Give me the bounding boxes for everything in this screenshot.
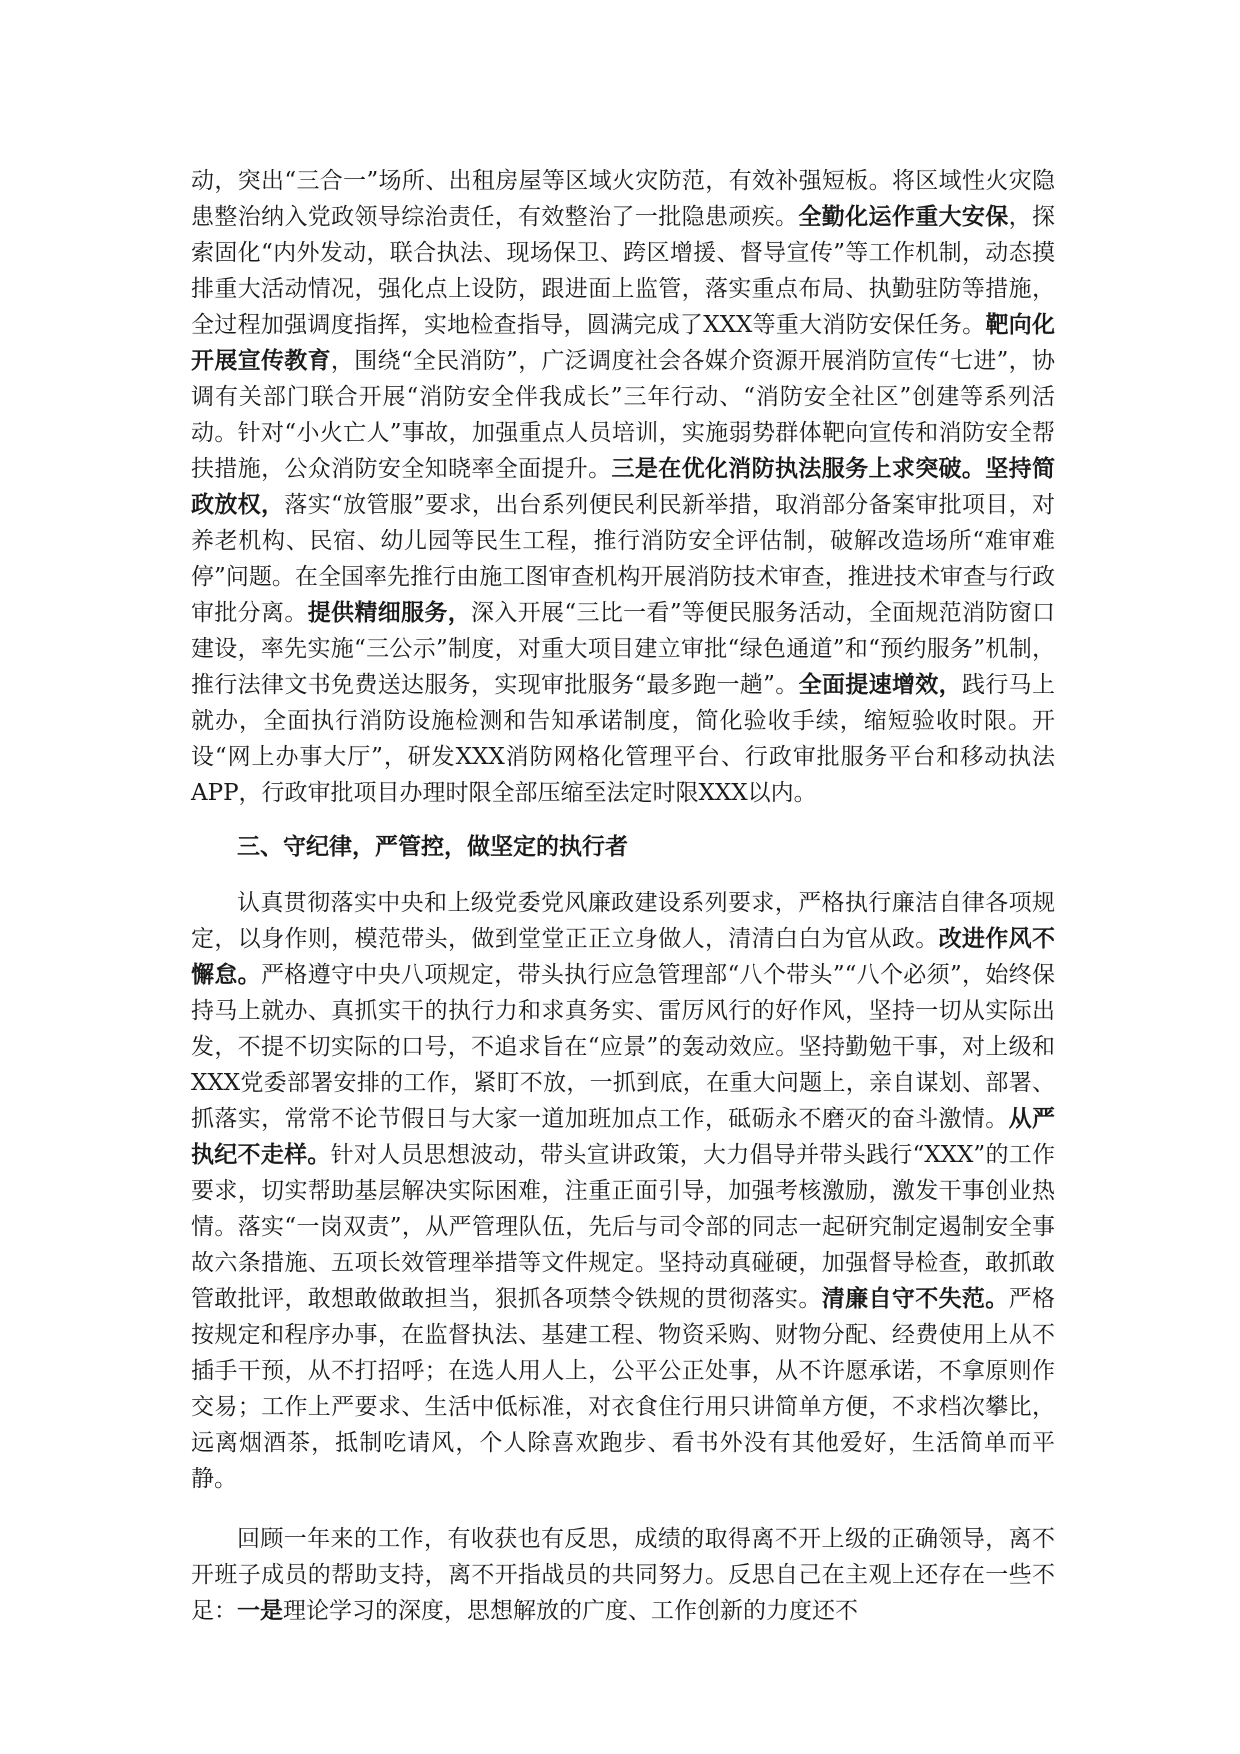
- paragraph-text: 理论学习的深度，思想解放的广度、工作创新的力度还不: [283, 1598, 858, 1624]
- section-heading: 三、守纪律，严管控，做坚定的执行者: [237, 833, 628, 860]
- paragraph-text: 严格遵守中央八项规定，带头执行应急管理部“八个带头”“八个必须”，始终保持马上就办、真抓实干的执行力和求真务实、雷厉风行的好作风，坚持一切从实际出发，不提不切实际的口号，不追求旨在“应景”的轰动效应。坚持勤勉干事，对上级和XXX党委部署安排的工作，紧盯不放，一抓到底，在重大问题上，亲自谋划、部署、抓落实，常常不论节假日与大家一道加班加点工作，砥砺永不磨灭的奋斗激情。: [191, 962, 1056, 1132]
- paragraph-text: 认真贯彻落实中央和上级党委党风廉政建设系列要求，严格执行廉洁自律各项规定，以身作则，模范带头，做到堂堂正正立身做人，清清白白为官从政。: [191, 890, 1055, 952]
- bold-phrase: 三是在优化消防执法服务上求突破。坚持简政放权，: [191, 455, 1056, 518]
- bold-phrase: 清廉自守不失范。: [821, 1285, 1009, 1312]
- bold-phrase: 改进作风不懈怠。: [191, 925, 1056, 988]
- paragraph-text: 践行马上就办，全面执行消防设施检测和告知承诺制度，简化验收手续，缩短验收时限。开设“网上办事大厅”，研发XXX消防网格化管理平台、行政审批服务平台和移动执法APP，行政审批项目办理时限全部压缩至法定时限XXX以内。: [191, 672, 1055, 806]
- paragraph-text: 深入开展“三比一看”等便民服务活动，全面规范消防窗口建设，率先实施“三公示”制度，对重大项目建立审批“绿色通道”和“预约服务”机制，推行法律文书免费送达服务，实现审批服务“最多跑一趟”。: [191, 600, 1055, 698]
- body-paragraph: [191, 163, 1055, 811]
- body-paragraph: [191, 885, 1055, 1497]
- paragraph-text: 针对人员思想波动，带头宣讲政策，大力倡导并带头践行“XXX”的工作要求，切实帮助基层解决实际困难，注重正面引导，加强考核激励，激发干事创业热情。落实“一岗双责”，从严管理队伍，先后与司令部的同志一起研究制定遏制安全事故六条措施、五项长效管理举措等文件规定。坚持动真碰硬，加强督导检查，敢抓敢管敢批评，敢想敢做敢担当，狠抓各项禁令铁规的贯彻落实。: [191, 1142, 1056, 1312]
- paragraph-text: ，围绕“全民消防”，广泛调度社会各媒介资源开展消防宣传“七进”，协调有关部门联合开展“消防安全伴我成长”三年行动、“消防安全社区”创建等系列活动。针对“小火亡人”事故，加强重点人员培训，实施弱势群体靶向宣传和消防安全帮扶措施，公众消防安全知晓率全面提升。: [191, 348, 1055, 482]
- bold-phrase: 从严执纪不走样。: [191, 1105, 1056, 1168]
- bold-phrase: 全面提速增效，: [798, 671, 962, 698]
- paragraph-text: 严格按规定和程序办事，在监督执法、基建工程、物资采购、财物分配、经费使用上从不插手干预，从不打招呼；在选人用人上，公平公正处事，从不许愿承诺，不拿原则作交易；工作上严要求、生活中低标准，对衣食住行用只讲简单方便，不求档次攀比，远离烟酒茶，抵制吃请风，个人除喜欢跑步、看书外没有其他爱好，生活简单而平静。: [191, 1286, 1056, 1492]
- body-paragraph: [191, 1521, 1055, 1629]
- paragraph-text: ，探索固化“内外发动，联合执法、现场保卫、跨区增援、督导宣传”等工作机制，动态摸排重大活动情况，强化点上设防，跟进面上监管，落实重点布局、执勤驻防等措施，全过程加强调度指挥，实地检查指导，圆满完成了XXX等重大消防安保任务。: [191, 204, 1056, 338]
- paragraph-text: 回顾一年来的工作，有收获也有反思，成绩的取得离不开上级的正确领导，离不开班子成员的帮助支持，离不开指战员的共同努力。反思自己在主观上还存在一些不足：: [191, 1526, 1055, 1624]
- bold-phrase: 靶向化开展宣传教育: [191, 311, 1056, 374]
- bold-phrase: 提供精细服务，: [307, 599, 472, 626]
- bold-phrase: 一是: [237, 1597, 283, 1624]
- document-page: [191, 163, 1055, 1629]
- paragraph-text: 动，突出“三合一”场所、出租房屋等区域火灾防范，有效补强短板。将区域性火灾隐患整治纳入党政领导综治责任，有效整治了一批隐患顽疾。: [191, 168, 1055, 230]
- paragraph-text: 落实“放管服”要求，出台系列便民利民新举措，取消部分备案审批项目，对养老机构、民宿、幼儿园等民生工程，推行消防安全评估制，破解改造场所“难审难停”问题。在全国率先推行由施工图审查机构开展消防技术审查，推进技术审查与行政审批分离。: [191, 492, 1055, 626]
- bold-phrase: 全勤化运作重大安保: [798, 203, 1009, 230]
